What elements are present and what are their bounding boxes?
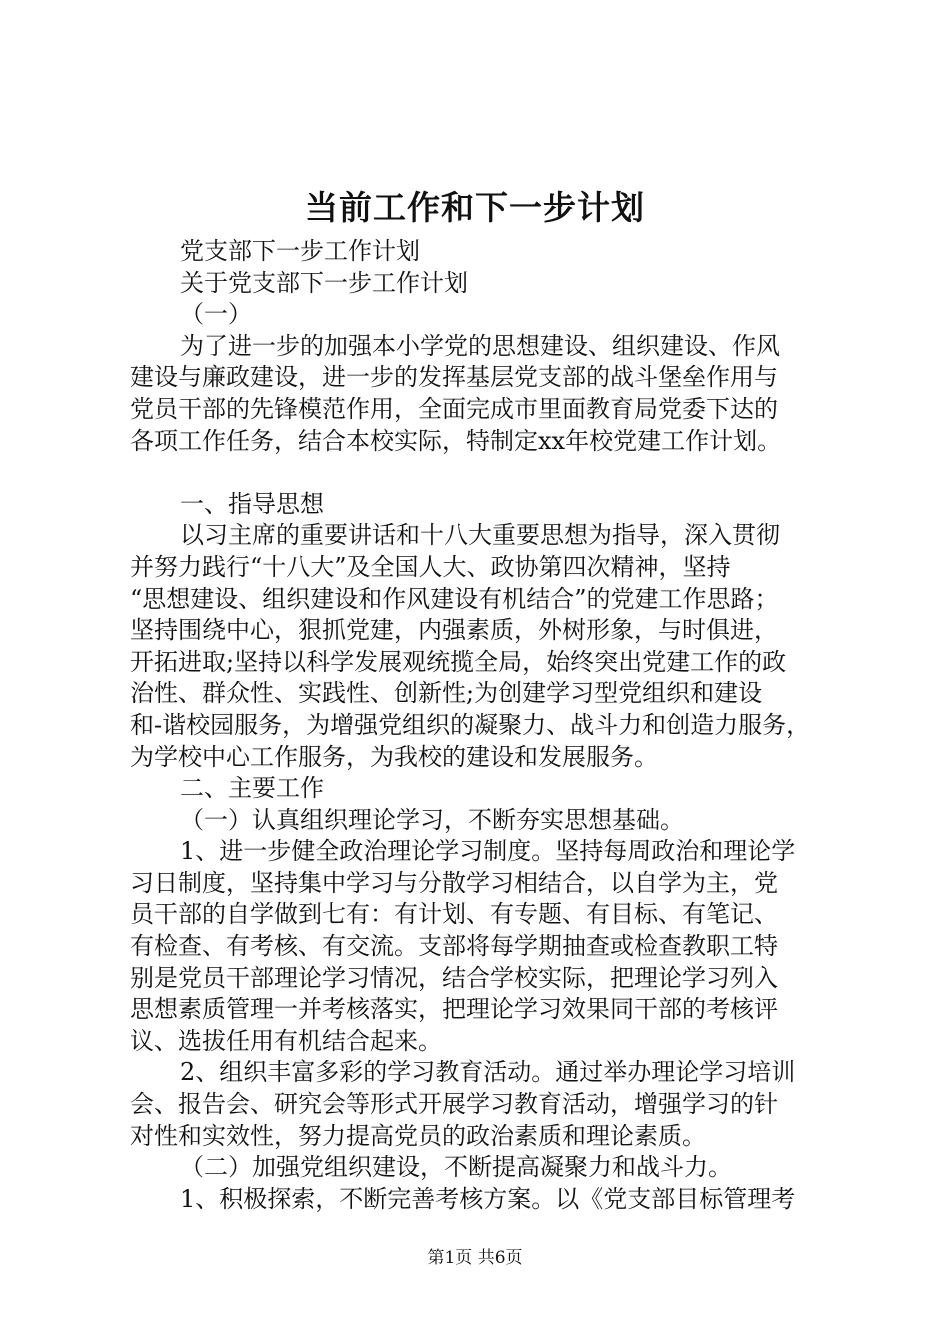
paragraph-line: （二）加强党组织建设，不断提高凝聚力和战斗力。 xyxy=(180,1153,732,1182)
paragraph-line: 党员干部的先锋模范作用，全面完成市里面教育局党委下达的 xyxy=(130,394,778,423)
paragraph-line: （一）认真组织理论学习，不断夯实思想基础。 xyxy=(180,805,684,834)
paragraph-line: 习日制度，坚持集中学习与分散学习相结合，以自学为主，党 xyxy=(130,868,778,897)
paragraph-line: 思想素质管理一并考核落实，把理论学习效果同干部的考核评 xyxy=(130,995,778,1024)
paragraph-line: “思想建设、组织建设和作风建设有机结合”的党建工作思路； xyxy=(130,584,779,613)
paragraph-line: 以习主席的重要讲话和十八大重要思想为指导，深入贯彻 xyxy=(180,521,780,550)
paragraph-line: 坚持围绕中心，狠抓党建，内强素质，外树形象，与时俱进， xyxy=(130,616,778,645)
document-body xyxy=(130,236,830,1215)
paragraph-line: 1、积极探索，不断完善考核方案。以《党支部目标管理考 xyxy=(180,1184,796,1213)
paragraph-line: 为了进一步的加强本小学党的思想建设、组织建设、作风 xyxy=(180,331,780,360)
paragraph-line: 会、报告会、研究会等形式开展学习教育活动，增强学习的针 xyxy=(130,1090,778,1119)
paragraph-line: 2、组织丰富多彩的学习教育活动。通过举办理论学习培训 xyxy=(180,1058,796,1087)
paragraph-line: 员干部的自学做到七有：有计划、有专题、有目标、有笔记、 xyxy=(130,900,778,929)
paragraph-line: 一、指导思想 xyxy=(180,489,324,518)
blank-line xyxy=(130,457,830,489)
paragraph-line: （一） xyxy=(180,300,252,329)
paragraph-line: 治性、群众性、实践性、创新性;为创建学习型党组织和建设 xyxy=(130,679,763,708)
document-title: 当前工作和下一步计划 xyxy=(305,188,645,227)
paragraph-line: 1、进一步健全政治理论学习制度。坚持每周政治和理论学 xyxy=(180,837,796,866)
paragraph-line: 和-谐校园服务，为增强党组织的凝聚力、战斗力和创造力服务， xyxy=(130,710,811,739)
paragraph-line: 各项工作任务，结合本校实际，特制定xx年校党建工作计划。 xyxy=(130,426,782,455)
paragraph-line: 开拓进取;坚持以科学发展观统揽全局，始终突出党建工作的政 xyxy=(130,647,787,676)
page-footer: 第1页 共6页 xyxy=(427,1248,523,1268)
paragraph-line: 党支部下一步工作计划 xyxy=(180,237,420,265)
paragraph-line: 有检查、有考核、有交流。支部将每学期抽查或检查教职工特 xyxy=(130,932,778,961)
paragraph-line: 对性和实效性，努力提高党员的政治素质和理论素质。 xyxy=(130,1121,706,1150)
paragraph-line: 建设与廉政建设，进一步的发挥基层党支部的战斗堡垒作用与 xyxy=(130,363,778,392)
paragraph-line: 别是党员干部理论学习情况，结合学校实际，把理论学习列入 xyxy=(130,963,778,992)
paragraph-line: 并努力践行“十八大”及全国人大、政协第四次精神，坚持 xyxy=(130,552,731,581)
paragraph-line: 为学校中心工作服务，为我校的建设和发展服务。 xyxy=(130,742,658,771)
paragraph-line: 二、主要工作 xyxy=(180,774,324,803)
paragraph-line: 关于党支部下一步工作计划 xyxy=(180,268,468,297)
paragraph-line: 议、选拔任用有机结合起来。 xyxy=(130,1026,442,1055)
